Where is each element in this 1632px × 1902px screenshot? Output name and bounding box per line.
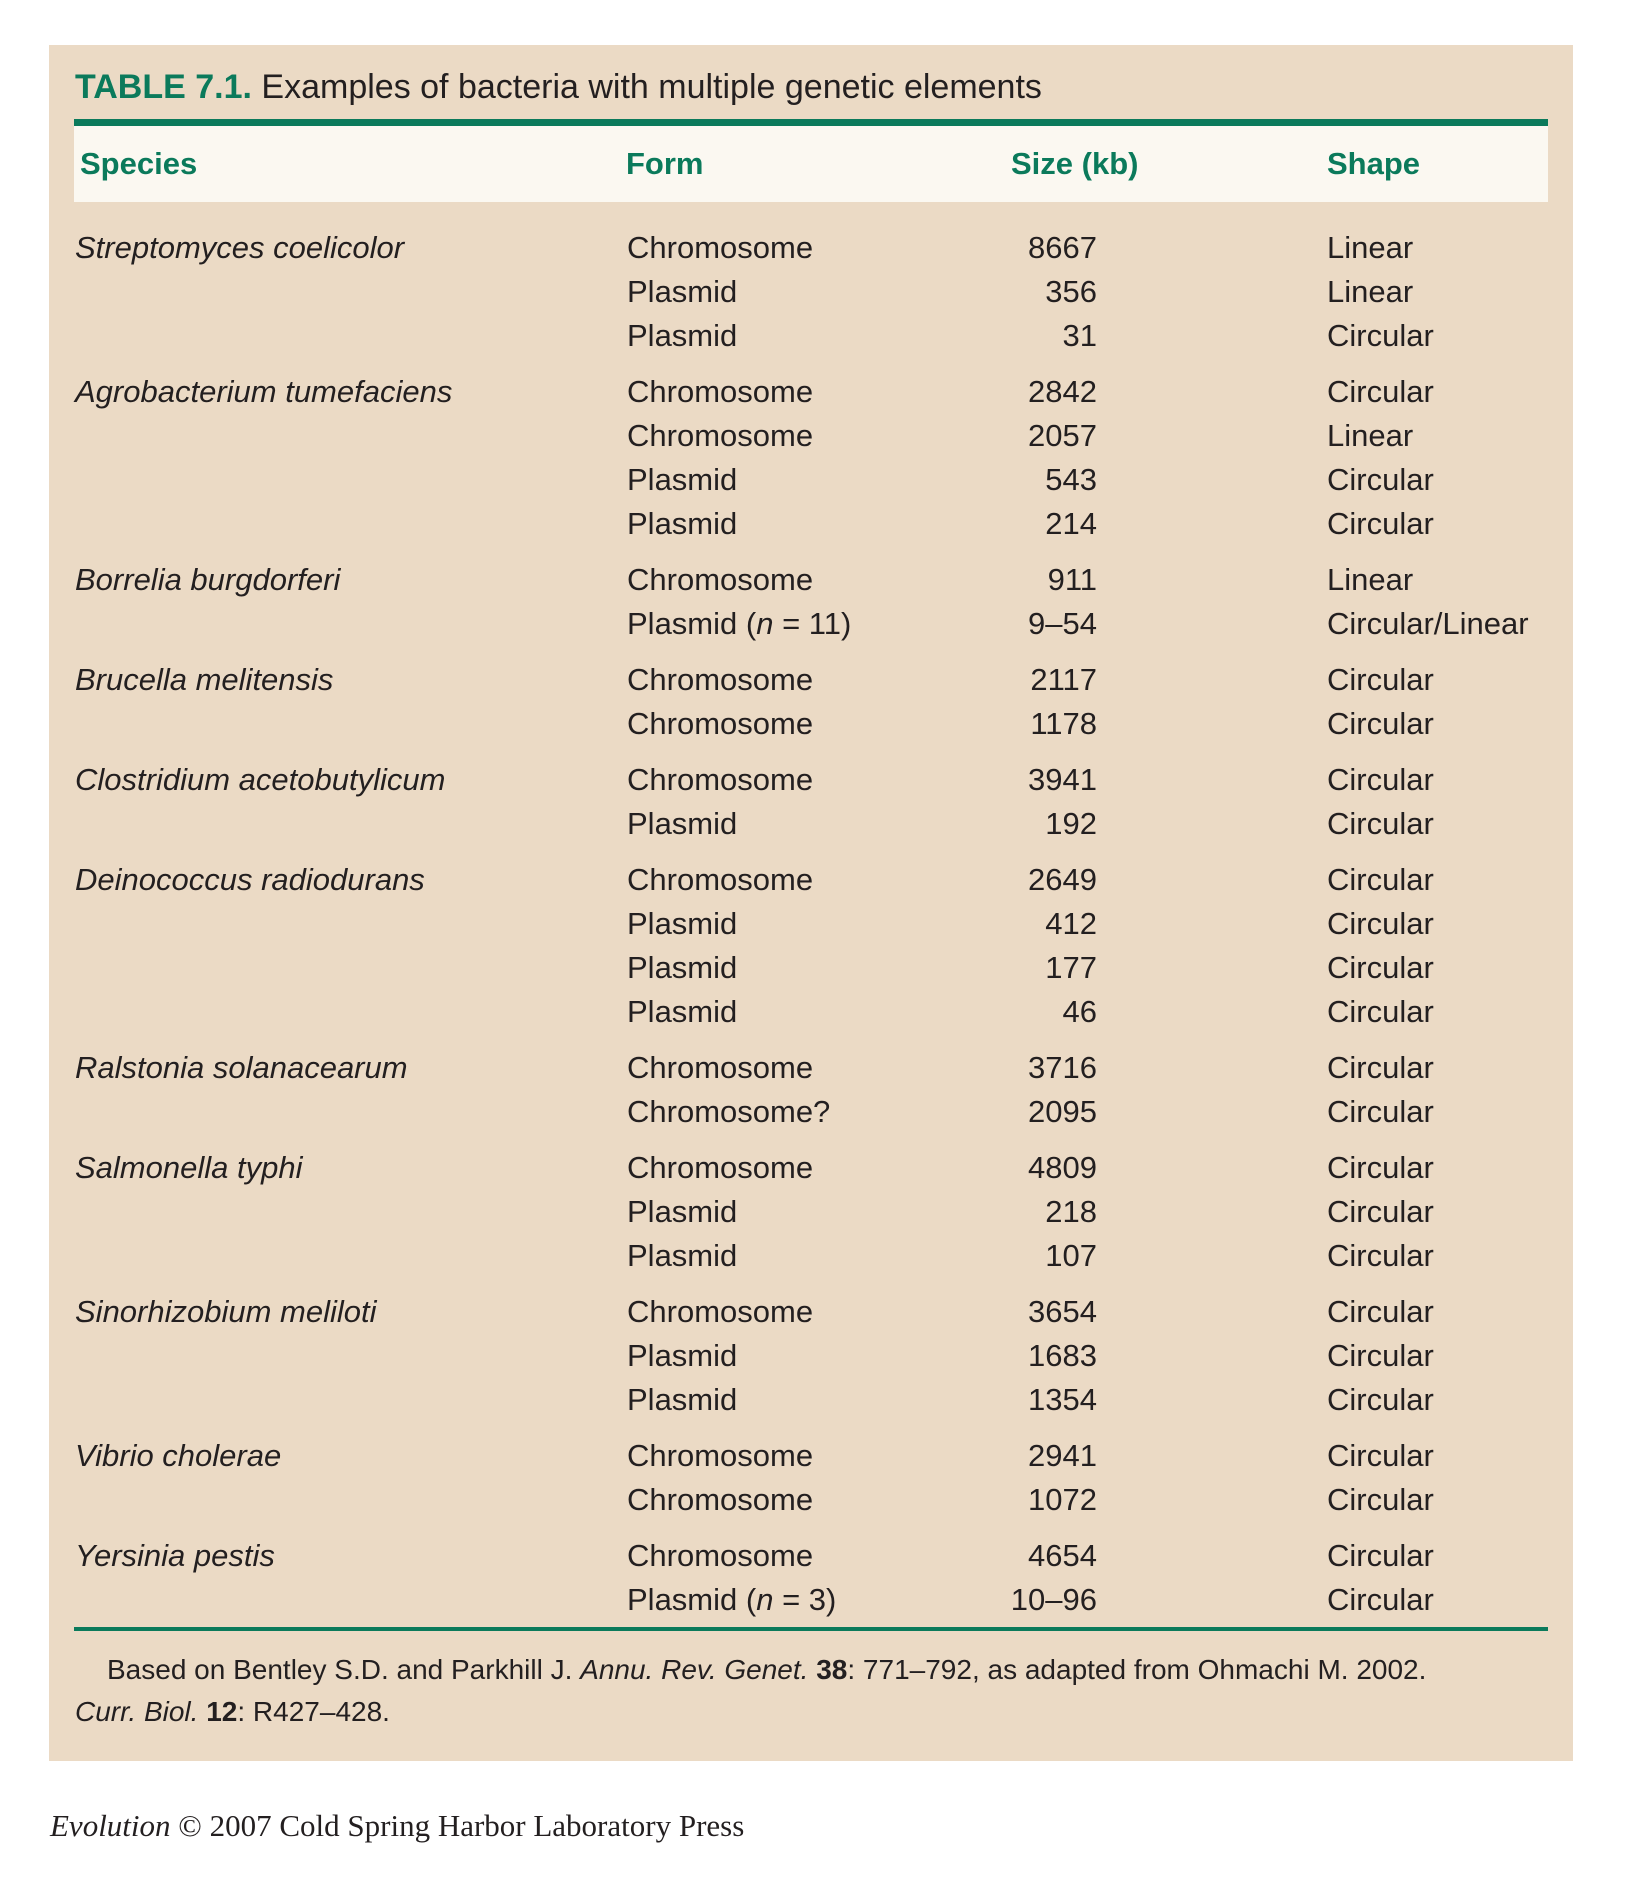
- note-text-1: Based on Bentley S.D. and Parkhill J.: [107, 1654, 581, 1685]
- form-cell: Plasmid (n = 11): [627, 606, 852, 641]
- copyright-footer: [50, 1808, 744, 1844]
- table-row: [49, 370, 1573, 414]
- header-form: Form: [626, 146, 704, 181]
- form-cell: Chromosome: [627, 862, 814, 897]
- form-cell: Chromosome: [627, 1294, 814, 1329]
- form-cell: Plasmid: [627, 1338, 738, 1373]
- size-cell: 107: [1045, 1238, 1097, 1273]
- shape-cell: Linear: [1327, 418, 1414, 453]
- table-body: [49, 226, 1573, 1634]
- shape-cell: Circular: [1327, 1538, 1434, 1573]
- size-cell: 2117: [1030, 662, 1097, 697]
- species-cell: Brucella melitensis: [75, 662, 334, 697]
- size-cell: 8667: [1028, 230, 1097, 265]
- table-row: [49, 1090, 1573, 1134]
- size-cell: 2095: [1028, 1094, 1097, 1129]
- form-cell: Plasmid: [627, 318, 738, 353]
- shape-cell: Circular: [1327, 1294, 1434, 1329]
- species-cell: Sinorhizobium meliloti: [75, 1294, 377, 1329]
- note-pages-1: : 771–792, as adapted from Ohmachi M. 2002.: [847, 1654, 1427, 1685]
- size-cell: 214: [1045, 506, 1097, 541]
- note-journal-2: Curr. Biol.: [75, 1696, 199, 1727]
- size-cell: 3941: [1028, 762, 1097, 797]
- size-cell: 356: [1045, 274, 1097, 309]
- form-cell: Chromosome: [627, 706, 814, 741]
- size-cell: 218: [1045, 1194, 1097, 1229]
- shape-cell: Circular: [1327, 1338, 1434, 1373]
- form-cell: Plasmid (n = 3): [627, 1582, 837, 1617]
- size-cell: 31: [1062, 318, 1097, 353]
- footer-book-title: Evolution: [50, 1808, 171, 1843]
- form-cell: Plasmid: [627, 1382, 738, 1417]
- size-cell: 10–96: [1010, 1582, 1097, 1617]
- shape-cell: Circular: [1327, 806, 1434, 841]
- table-row: [49, 414, 1573, 458]
- header-size: Size (kb): [1011, 146, 1139, 181]
- header-species: Species: [80, 146, 198, 181]
- shape-cell: Circular: [1327, 506, 1434, 541]
- form-cell: Plasmid: [627, 1194, 738, 1229]
- table-row: [49, 946, 1573, 990]
- size-cell: 2842: [1028, 374, 1097, 409]
- form-cell: Chromosome: [627, 230, 814, 265]
- form-cell: Plasmid: [627, 906, 738, 941]
- table-header: [74, 126, 1548, 202]
- table-row: [49, 758, 1573, 802]
- form-cell: Chromosome: [627, 562, 814, 597]
- species-cell: Streptomyces coelicolor: [75, 230, 405, 265]
- form-cell: Chromosome: [627, 1482, 814, 1517]
- table-row: [49, 902, 1573, 946]
- shape-cell: Linear: [1327, 274, 1414, 309]
- table-row: [49, 1290, 1573, 1334]
- size-cell: 3716: [1028, 1050, 1097, 1085]
- table-row: [49, 458, 1573, 502]
- table-row: [49, 1234, 1573, 1278]
- form-cell: Chromosome: [627, 1050, 814, 1085]
- size-cell: 4809: [1028, 1150, 1097, 1185]
- form-cell: Plasmid: [627, 1238, 738, 1273]
- species-group: [49, 1434, 1573, 1522]
- size-cell: 2649: [1028, 862, 1097, 897]
- shape-cell: Circular: [1327, 1482, 1434, 1517]
- form-cell: Chromosome: [627, 1538, 814, 1573]
- species-cell: Agrobacterium tumefaciens: [75, 374, 453, 409]
- species-group: [49, 1290, 1573, 1422]
- form-cell: Plasmid: [627, 994, 738, 1029]
- form-cell: Chromosome: [627, 374, 814, 409]
- size-cell: 1178: [1030, 706, 1097, 741]
- table-caption: Examples of bacteria with multiple genetic elements: [261, 68, 1042, 106]
- form-cell: Chromosome: [627, 662, 814, 697]
- form-cell: Plasmid: [627, 806, 738, 841]
- table-row: [49, 702, 1573, 746]
- size-cell: 1354: [1028, 1382, 1097, 1417]
- table-row: [49, 314, 1573, 358]
- table-row: [49, 658, 1573, 702]
- size-cell: 1683: [1028, 1338, 1097, 1373]
- shape-cell: Circular: [1327, 1150, 1434, 1185]
- shape-cell: Circular: [1327, 762, 1434, 797]
- form-cell: Chromosome: [627, 1438, 814, 1473]
- table-row: [49, 1190, 1573, 1234]
- size-cell: 4654: [1028, 1538, 1097, 1573]
- species-cell: Deinococcus radiodurans: [75, 862, 425, 897]
- size-cell: 192: [1045, 806, 1097, 841]
- shape-cell: Circular: [1327, 994, 1434, 1029]
- form-cell: Chromosome: [627, 762, 814, 797]
- table-row: [49, 226, 1573, 270]
- table-row: [49, 602, 1573, 646]
- top-rule: [74, 119, 1548, 126]
- size-cell: 3654: [1028, 1294, 1097, 1329]
- species-cell: Salmonella typhi: [75, 1150, 303, 1185]
- size-cell: 911: [1047, 562, 1097, 597]
- table-row: [49, 1578, 1573, 1622]
- size-cell: 46: [1062, 994, 1097, 1029]
- species-group: [49, 370, 1573, 546]
- shape-cell: Circular: [1327, 462, 1434, 497]
- species-cell: Vibrio cholerae: [75, 1438, 282, 1473]
- shape-cell: Circular/Linear: [1327, 606, 1529, 641]
- species-cell: Yersinia pestis: [75, 1538, 275, 1573]
- table-row: [49, 558, 1573, 602]
- table-row: [49, 1434, 1573, 1478]
- size-cell: 1072: [1028, 1482, 1097, 1517]
- table-row: [49, 1146, 1573, 1190]
- form-cell: Plasmid: [627, 274, 738, 309]
- shape-cell: Circular: [1327, 906, 1434, 941]
- species-group: [49, 1046, 1573, 1134]
- note-volume-2: 12: [206, 1696, 238, 1727]
- table-row: [49, 802, 1573, 846]
- shape-cell: Circular: [1327, 1582, 1434, 1617]
- shape-cell: Circular: [1327, 862, 1434, 897]
- table-row: [49, 990, 1573, 1034]
- shape-cell: Circular: [1327, 1050, 1434, 1085]
- shape-cell: Circular: [1327, 662, 1434, 697]
- table-row: [49, 270, 1573, 314]
- note-pages-2: : R427–428.: [237, 1696, 390, 1727]
- table-row: [49, 502, 1573, 546]
- shape-cell: Circular: [1327, 1194, 1434, 1229]
- shape-cell: Circular: [1327, 1382, 1434, 1417]
- table-row: [49, 1334, 1573, 1378]
- table-row: [49, 858, 1573, 902]
- shape-cell: Circular: [1327, 950, 1434, 985]
- species-group: [49, 758, 1573, 846]
- size-cell: 177: [1045, 950, 1097, 985]
- shape-cell: Circular: [1327, 1094, 1434, 1129]
- shape-cell: Circular: [1327, 1238, 1434, 1273]
- table-row: [49, 1378, 1573, 1422]
- form-cell: Plasmid: [627, 462, 738, 497]
- footer-copyright: © 2007 Cold Spring Harbor Laboratory Press: [170, 1808, 745, 1843]
- size-cell: 2057: [1028, 418, 1097, 453]
- species-cell: Ralstonia solanacearum: [75, 1050, 408, 1085]
- form-cell: Chromosome: [627, 1150, 814, 1185]
- table-title: [75, 67, 1042, 107]
- size-cell: 2941: [1028, 1438, 1097, 1473]
- size-cell: 412: [1045, 906, 1097, 941]
- size-cell: 543: [1045, 462, 1097, 497]
- table-label: TABLE 7.1.: [75, 68, 252, 106]
- species-group: [49, 226, 1573, 358]
- species-group: [49, 1534, 1573, 1622]
- shape-cell: Linear: [1327, 562, 1414, 597]
- form-cell: Plasmid: [627, 506, 738, 541]
- header-shape: Shape: [1327, 146, 1421, 181]
- form-cell: Plasmid: [627, 950, 738, 985]
- bottom-rule: [74, 1627, 1548, 1631]
- note-journal-1: Annu. Rev. Genet.: [580, 1654, 809, 1685]
- shape-cell: Linear: [1327, 230, 1414, 265]
- size-cell: 9–54: [1028, 606, 1097, 641]
- species-cell: Borrelia burgdorferi: [75, 562, 341, 597]
- form-cell: Chromosome?: [627, 1094, 831, 1129]
- species-group: [49, 658, 1573, 746]
- note-volume-1: 38: [816, 1654, 848, 1685]
- species-group: [49, 558, 1573, 646]
- shape-cell: Circular: [1327, 706, 1434, 741]
- shape-cell: Circular: [1327, 374, 1434, 409]
- source-note: [75, 1649, 1535, 1733]
- table-row: [49, 1046, 1573, 1090]
- shape-cell: Circular: [1327, 318, 1434, 353]
- table-panel: [49, 45, 1573, 1761]
- species-group: [49, 1146, 1573, 1278]
- species-group: [49, 858, 1573, 1034]
- shape-cell: Circular: [1327, 1438, 1434, 1473]
- form-cell: Chromosome: [627, 418, 814, 453]
- species-cell: Clostridium acetobutylicum: [75, 762, 446, 797]
- table-row: [49, 1534, 1573, 1578]
- table-row: [49, 1478, 1573, 1522]
